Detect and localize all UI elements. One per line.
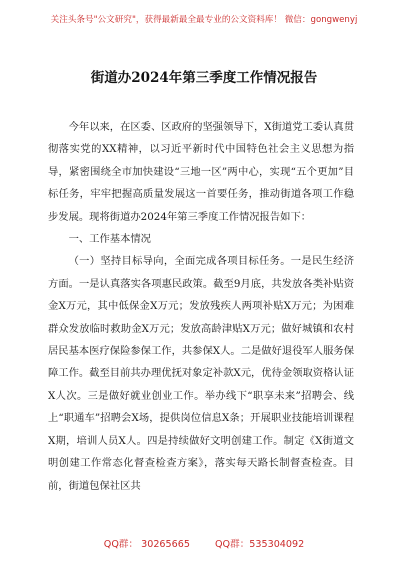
paragraph-section-1: （一）坚持目标导向，全面完成各项目标任务。一是民生经济方面。一是认真落实各项惠民政策。截至9月底，共发放各类补贴资金X万元，其中低保金X万元；发放残疾人两项补贴X万元；为困难群众发放临时救助金X万元；发放高龄津贴X万元；做好城镇和农村居民基本医疗保险参保工作，共参保X人。二是做好退役军人服务保障工作。截至目前共办理优抚对象定补款X元，优待金领取资格认证X人次。三是做好就业创业工作。举办线下“职享未来”招聘会、线上“职通车”招聘会X场，提供岗位信息X条；开展职业技能培训课程X期，培训人员X人。四是持续做好文明创建工作。制定《X街道文明创建工作常态化督查检查方案》，落实每天路长制督查检查。目前，街道包保社区共 xyxy=(48,255,354,492)
document-title: 街道办2024年第三季度工作情况报告 xyxy=(90,70,318,86)
footer-contact xyxy=(0,534,408,556)
paragraph-intro: 今年以来，在区委、区政府的坚强领导下，X街道党工委认真贯彻落实党的XX精神，以习近平新时代中国特色社会主义思想为指导，紧密围绕全市加快建设“三地一区”两中心，实现“五个更加”目标任务，牢牢把握高质量发展这一首要任务，推动街道各项工作稳步发展。现将街道办2024年第三季度工作情况报告如下： xyxy=(48,121,354,223)
top-banner: 关注头条号"公文研究"，获得最新最全最专业的公文资料库！ 微信：gongwenyj xyxy=(50,15,358,25)
document-body xyxy=(48,116,354,536)
section-heading: 一、工作基本情况 xyxy=(68,233,151,246)
footer-qq-group-2: QQ群：535304092 xyxy=(215,539,305,550)
footer-qq-group-1: QQ群： 30265665 xyxy=(103,539,190,550)
